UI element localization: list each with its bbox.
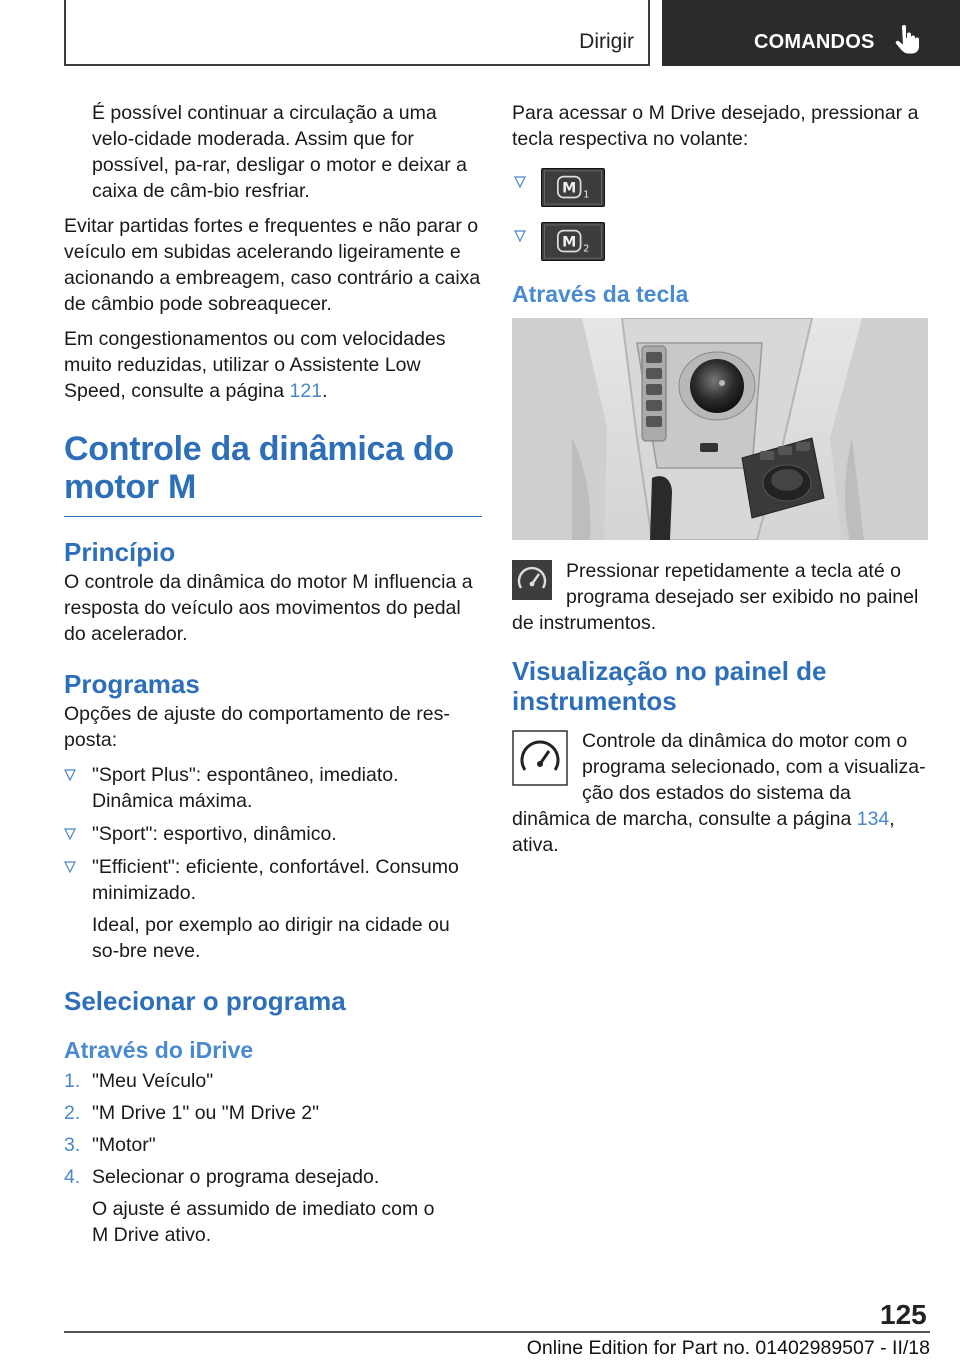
right-column: [512, 100, 930, 858]
bullet-triangle-icon: [64, 861, 76, 873]
page-number: 125: [880, 1299, 927, 1330]
paragraph-low-speed: [64, 326, 482, 404]
visual-text-end: , ativa.: [512, 808, 895, 856]
hand-pointer-icon: [894, 25, 920, 55]
step-number: 3.: [64, 1134, 81, 1156]
step-number: 4.: [64, 1166, 81, 1188]
bullet-triangle-icon: [514, 176, 526, 188]
step4-note: O ajuste é assumido de imediato com o M Drive ativo.: [92, 1198, 435, 1246]
heading-idrive: Através do iDrive: [64, 1037, 254, 1063]
heading-principio: Princípio: [64, 537, 176, 567]
programas-text: Opções de ajuste do comportamento de res-posta:: [64, 703, 450, 751]
m-drive-intro: Para acessar o M Drive desejado, pressionar a tecla respectiva no volante:: [512, 102, 919, 150]
footer-divider: [64, 1331, 930, 1333]
paragraph-clutch: Evitar partidas fortes e frequentes e não parar o veículo em subidas acelerando ligeiramente e acionando a embreagem, caso contrário a caixa de câmbio pode sobreaquecer.: [64, 215, 481, 315]
program-efficient: "Efficient": eficiente, confortável. Consumo minimizado.: [92, 856, 459, 904]
step-number: 1.: [64, 1070, 81, 1092]
header-section-title: Dirigir: [579, 30, 634, 53]
paragraph-low-speed-text: Em congestionamentos ou com velocidades muito reduzidas, utilizar o Assistente Low Speed, consulte a página: [64, 328, 446, 402]
list-item: [64, 762, 482, 814]
footer-edition: Online Edition for Part no. 01402989507 - II/18: [526, 1337, 930, 1359]
m-drive-1-row: [512, 168, 930, 222]
left-column: [64, 100, 482, 1257]
speedometer-icon: [512, 730, 568, 786]
m-drive-key-icon: [541, 222, 605, 261]
tecla-instruction: [512, 558, 930, 636]
list-item: [64, 854, 482, 906]
page-link-134[interactable]: 134: [856, 808, 890, 830]
list-item: [64, 1100, 482, 1126]
tecla-text: Pressionar repetidamente a tecla até o programa desejado ser exibido no painel de instrumentos.: [512, 560, 919, 634]
svg-text:M: M: [562, 234, 577, 251]
step-text: "M Drive 1" ou "M Drive 2": [92, 1102, 320, 1124]
heading-tecla: Através da tecla: [512, 281, 689, 307]
warning-continuation-text: É possível continuar a circulação a uma velo-cidade moderada. Assim que for possível, pa-rar, desligar o motor e deixar a caixa de câm-bio resfriar.: [92, 102, 468, 202]
visual-description: [512, 728, 930, 858]
svg-text:2: 2: [583, 243, 590, 255]
principio-text: O controle da dinâmica do motor M influencia a resposta do veículo aos movimentos do pedal do acelerador.: [64, 571, 473, 645]
heading-programas: Programas: [64, 669, 200, 699]
visual-text: Controle da dinâmica do motor com o programa selecionado, com a visualiza-ção dos estados do sistema da dinâmica de marcha, consulte a página: [512, 730, 926, 830]
step-text: "Motor": [92, 1134, 156, 1156]
list-item: [64, 821, 482, 847]
bullet-triangle-icon: [514, 230, 526, 242]
bullet-triangle-icon: [64, 828, 76, 840]
list-item: [64, 1164, 482, 1190]
page-link-121[interactable]: 121: [289, 380, 323, 402]
svg-text:1: 1: [583, 189, 590, 201]
header-section-box: [64, 0, 650, 66]
center-console-photo: [512, 318, 928, 540]
heading-visualizacao: Visualização no painel de instrumentos: [512, 656, 827, 716]
list-item: [64, 1132, 482, 1158]
heading-selecionar: Selecionar o programa: [64, 986, 346, 1016]
section-title: Controle da dinâmica do motor M: [64, 430, 482, 517]
program-sport: "Sport": esportivo, dinâmico.: [92, 823, 337, 845]
m-drive-2-row: [512, 222, 930, 276]
paragraph-low-speed-end: .: [322, 380, 328, 402]
step-number: 2.: [64, 1102, 81, 1124]
list-item: [64, 1068, 482, 1094]
program-sport-plus: "Sport Plus": espontâneo, imediato. Dinâmica máxima.: [92, 764, 399, 812]
svg-text:M: M: [562, 180, 577, 197]
m-drive-key-icon: [541, 168, 605, 207]
bullet-triangle-icon: [64, 769, 76, 781]
header-chapter-title: COMANDOS: [754, 31, 875, 53]
step-text: "Meu Veículo": [92, 1070, 214, 1092]
efficient-note: Ideal, por exemplo ao dirigir na cidade ou so-bre neve.: [92, 914, 450, 962]
speedometer-icon: [512, 560, 552, 600]
step-text: Selecionar o programa desejado.: [92, 1166, 380, 1188]
header-chapter-box: [662, 0, 960, 66]
